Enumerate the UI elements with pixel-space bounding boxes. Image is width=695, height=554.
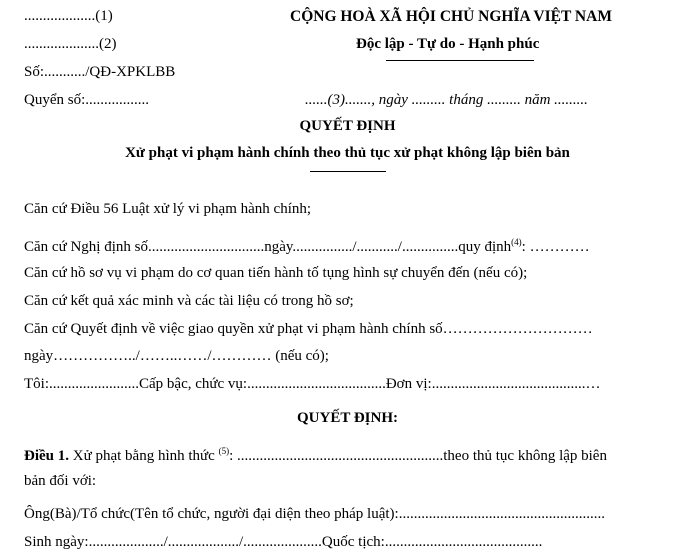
article-1-note: (5) <box>218 446 230 456</box>
national-motto: Độc lập - Tự do - Hạnh phúc <box>356 36 540 52</box>
officer-line: Tôi:........................Cấp bậc, chức vụ:.....................................Đơn vị:.........................................… <box>24 376 601 392</box>
book-number: Quyển số:................. <box>24 92 149 108</box>
article-1-text: Xử phạt bằng hình thức <box>72 448 215 464</box>
basis-law: Căn cứ Điều 56 Luật xử lý vi phạm hành chính; <box>24 201 312 217</box>
article-1-label: Điều 1. <box>24 448 69 464</box>
violator-name-line: Ông(Bà)/Tổ chức(Tên tổ chức, người đại diện theo pháp luật):....................................................... <box>24 506 605 522</box>
subtitle-underline <box>310 171 386 172</box>
basis-delegation: Căn cứ Quyết định về việc giao quyền xử phạt vi phạm hành chính số………………………… <box>24 321 593 337</box>
basis-delegation-date: ngày……………../……..……/………… (nếu có); <box>24 348 329 364</box>
basis-verification: Căn cứ kết quả xác minh và các tài liệu có trong hồ sơ; <box>24 293 354 309</box>
national-title: CỘNG HOÀ XÃ HỘI CHỦ NGHĨA VIỆT NAM <box>290 8 612 25</box>
decision-title: QUYẾT ĐỊNH <box>299 118 396 134</box>
decision-subtitle: Xử phạt vi phạm hành chính theo thủ tục xử phạt không lập biên bản <box>125 145 570 161</box>
article-1-text-post: : .......................................................theo thủ tục không lập biên <box>229 448 607 464</box>
motto-underline <box>386 60 534 61</box>
issuer-line-2: ....................(2) <box>24 36 117 52</box>
place-date-line: ......(3)......., ngày ......... tháng ......... năm ......... <box>305 92 588 108</box>
birth-nationality-line: Sinh ngày:..................../.................../.....................Quốc tịch:.......................................... <box>24 534 543 550</box>
article-1 <box>24 446 607 465</box>
article-1-line-2: bản đối với: <box>24 473 97 489</box>
basis-decree-tail: : ………… <box>521 239 590 255</box>
basis-decree-note: (4) <box>511 237 522 247</box>
decision-number: Số:.........../QĐ-XPKLBB <box>24 64 176 80</box>
basis-decree <box>24 237 590 256</box>
decision-title-2: QUYẾT ĐỊNH: <box>297 410 398 426</box>
issuer-line-1: ...................(1) <box>24 8 113 24</box>
basis-case-file: Căn cứ hồ sơ vụ vi phạm do cơ quan tiến hành tố tụng hình sự chuyển đến (nếu có); <box>24 265 528 281</box>
basis-decree-text: Căn cứ Nghị định số...............................ngày................/.........../...............quy định <box>24 239 512 255</box>
